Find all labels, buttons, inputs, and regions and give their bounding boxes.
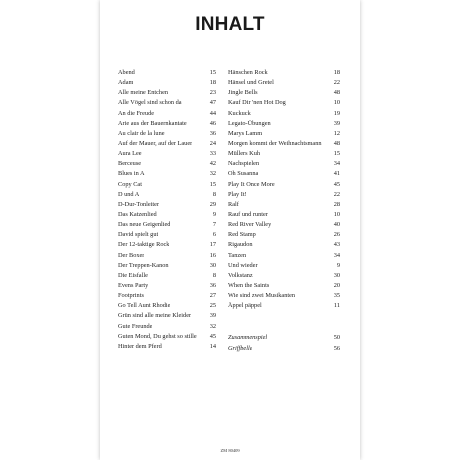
- toc-entry: [228, 251, 340, 261]
- toc-entry-title: Ralf: [228, 200, 239, 208]
- toc-entry-title: Das neue Geigenlied: [118, 221, 171, 229]
- toc-entry-title: Red Stamp: [228, 231, 256, 239]
- toc-entry-page: 39: [209, 312, 216, 320]
- toc-entry-title: Der Treppen-Kanon: [118, 261, 169, 269]
- toc-entry-page: 10: [333, 210, 340, 218]
- toc-entry-page: 9: [212, 210, 216, 218]
- toc-entry-page: 30: [333, 271, 340, 279]
- toc-entry: [118, 332, 216, 342]
- toc-entry-page: 36: [209, 281, 216, 289]
- toc-entry-title: D und A: [118, 190, 140, 198]
- document-page: [100, 0, 360, 460]
- toc-entry: [228, 139, 340, 149]
- toc-entry-page: 24: [209, 139, 216, 147]
- toc-entry-page: 29: [209, 200, 216, 208]
- toc-entry-title: Alle Vögel sind schon da: [118, 99, 182, 107]
- toc-entry: [118, 88, 216, 98]
- toc-entry-title: When the Saints: [228, 281, 270, 289]
- toc-column-left: [118, 68, 216, 352]
- toc-entry: [118, 240, 216, 250]
- toc-entry-title: Tanzen: [228, 251, 247, 259]
- toc-entry: [118, 251, 216, 261]
- toc-entry-title: Nachspielen: [228, 160, 260, 168]
- toc-entry-page: 15: [209, 69, 216, 76]
- toc-entry-page: 8: [212, 190, 216, 198]
- toc-entry: [118, 291, 216, 301]
- toc-entry-page: 50: [333, 334, 340, 342]
- toc-entry: [118, 109, 216, 119]
- toc-entry-title: An die Freude: [118, 109, 155, 117]
- toc-entry-title: Evens Party: [118, 281, 149, 289]
- toc-entry-title: Grün sind alle meine Kleider: [118, 312, 192, 320]
- toc-entry-title: Play It Once More: [228, 180, 275, 188]
- toc-entry-title: Hänsel und Gretel: [228, 79, 274, 87]
- toc-entry: [228, 291, 340, 301]
- toc-entry-page: 14: [209, 342, 216, 350]
- toc-entry-title: Kauf Dir 'nen Hot Dog: [228, 99, 286, 107]
- toc-entry: [228, 119, 340, 129]
- toc-entry-title: Abend: [118, 69, 135, 76]
- toc-entry-page: 23: [209, 89, 216, 97]
- toc-entry-page: 48: [333, 139, 340, 147]
- toc-entry-page: 8: [212, 271, 216, 279]
- toc-entry-title: Das Katzenlied: [118, 210, 157, 218]
- toc-entry: [228, 200, 340, 210]
- toc-entry-title: Wie sind zwei Musikanten: [228, 292, 296, 300]
- toc-entry: [118, 159, 216, 169]
- toc-entry-page: 28: [333, 200, 340, 208]
- toc-entry: [228, 301, 340, 311]
- toc-entry-page: 30: [209, 261, 216, 269]
- toc-entry-page: 40: [333, 221, 340, 229]
- toc-entry: [118, 210, 216, 220]
- toc-entry: [118, 169, 216, 179]
- toc-entry-page: 27: [209, 292, 216, 300]
- toc-entry-page: 56: [333, 344, 340, 352]
- toc-entry-page: 6: [212, 231, 216, 239]
- toc-entry-title: Aura Lee: [118, 150, 142, 158]
- toc-entry-title: Volkstanz: [228, 271, 253, 279]
- toc-entry-title: Der Boxer: [118, 251, 145, 259]
- toc-entry: [118, 281, 216, 291]
- toc-entry-title: Rigaudon: [228, 241, 253, 249]
- toc-entry-title: Go Tell Aunt Rhodie: [118, 302, 171, 310]
- toc-entry-page: 43: [333, 241, 340, 249]
- toc-entry-page: 41: [333, 170, 340, 178]
- toc-entry: [118, 311, 216, 321]
- toc-entry-title: Berceuse: [118, 160, 142, 168]
- toc-entry-title: Auf der Mauer, auf der Lauer: [118, 139, 193, 147]
- toc-entry-title: Jingle Bells: [228, 89, 258, 97]
- toc-entry-title: Gute Freunde: [118, 322, 153, 330]
- toc-entry-page: 9: [336, 261, 340, 269]
- toc-entry: [118, 342, 216, 352]
- toc-entry: [228, 169, 340, 179]
- toc-entry-page: 15: [209, 180, 216, 188]
- toc-entry: [118, 149, 216, 159]
- toc-entry-title: Play It!: [228, 190, 247, 198]
- toc-entry-title: Red River Valley: [228, 221, 272, 229]
- toc-entry-title: Au clair de la lune: [118, 129, 165, 137]
- toc-entry-title: Adam: [118, 79, 134, 87]
- toc-entry-page: 17: [209, 241, 216, 249]
- toc-entry-page: 20: [333, 281, 340, 289]
- toc-entry: [228, 98, 340, 108]
- toc-entry: [228, 78, 340, 88]
- toc-entry-page: 35: [333, 292, 340, 300]
- section-gap: [228, 311, 340, 333]
- toc-entry-title: Alle meine Entchen: [118, 89, 169, 97]
- page-title: INHALT: [195, 14, 265, 35]
- toc-entry-page: 48: [333, 89, 340, 97]
- toc-entry-page: 45: [209, 332, 216, 340]
- toc-entry-page: 10: [333, 99, 340, 107]
- toc-entry: [228, 281, 340, 291]
- toc-entry: [118, 230, 216, 240]
- toc-entry: [118, 119, 216, 129]
- toc-entry-page: 16: [209, 251, 216, 259]
- toc-entry: [228, 68, 340, 78]
- toc-entry-page: 34: [333, 160, 340, 168]
- toc-entry-title: Legato-Übungen: [228, 119, 271, 127]
- toc-entry-page: 47: [209, 99, 216, 107]
- toc-entry-page: 18: [209, 79, 216, 87]
- toc-entry: [228, 261, 340, 271]
- toc-entry: [228, 149, 340, 159]
- toc-entry: [118, 98, 216, 108]
- toc-entry: [228, 210, 340, 220]
- toc-entry: [118, 190, 216, 200]
- toc-entry-page: 39: [333, 119, 340, 127]
- toc-entry: [228, 180, 340, 190]
- toc-entry-page: 45: [333, 180, 340, 188]
- toc-entry-page: 15: [333, 150, 340, 158]
- toc-entry: [118, 261, 216, 271]
- toc-entry-page: 32: [209, 170, 216, 178]
- toc-entry: [118, 68, 216, 78]
- toc-entry: [228, 190, 340, 200]
- toc-entry-title: Kuckuck: [228, 109, 251, 117]
- toc-entry-title: Zusammenspiel: [228, 334, 268, 342]
- toc-entry-page: 18: [333, 69, 340, 76]
- toc-entry: [118, 322, 216, 332]
- toc-entry-page: 46: [209, 119, 216, 127]
- toc-entry: [228, 230, 340, 240]
- toc-entry: [118, 220, 216, 230]
- toc-entry-title: Footprints: [118, 292, 144, 300]
- toc-entry-title: Äppel päppel: [228, 302, 262, 310]
- toc-entry-page: 19: [333, 109, 340, 117]
- toc-entry-page: 7: [212, 221, 216, 229]
- footer-code: ZM 80409: [220, 448, 240, 453]
- toc-column-right: [228, 68, 340, 354]
- toc-entry-page: 34: [333, 251, 340, 259]
- toc-entry-page: 44: [209, 109, 216, 117]
- toc-entry-page: 22: [333, 79, 340, 87]
- toc-entry-title: Die Eisfalle: [118, 271, 148, 279]
- toc-entry-page: 22: [333, 190, 340, 198]
- toc-entry: [118, 200, 216, 210]
- toc-entry-title: Oh Susanna: [228, 170, 259, 178]
- toc-entry: [118, 129, 216, 139]
- toc-entry-page: 26: [333, 231, 340, 239]
- toc-entry-title: Müllers Kuh: [228, 150, 261, 158]
- toc-entry-title: Guten Mond, Du gehst so stille: [118, 332, 197, 340]
- toc-entry-title: Hinter dem Pferd: [118, 342, 162, 350]
- toc-entry: [118, 78, 216, 88]
- toc-entry-title: Und wieder: [228, 261, 258, 269]
- toc-entry-title: Griffbelle: [228, 344, 253, 352]
- toc-entry: [228, 344, 340, 354]
- toc-entry: [228, 220, 340, 230]
- toc-entry: [228, 129, 340, 139]
- toc-entry: [118, 271, 216, 281]
- toc-entry: [118, 180, 216, 190]
- toc-entry: [118, 139, 216, 149]
- toc-entry-title: Morgen kommt der Weihnachtsmann: [228, 139, 322, 147]
- toc-entry-title: Copy Cat: [118, 180, 142, 188]
- toc-entry-page: 12: [333, 129, 340, 137]
- toc-entry-page: 36: [209, 129, 216, 137]
- toc-entry-page: 25: [209, 302, 216, 310]
- toc-entry-title: D-Dur-Tonleiter: [118, 200, 160, 208]
- toc-entry-title: Arie aus der Bauernkantate: [118, 119, 187, 127]
- toc-entry: [228, 271, 340, 281]
- toc-entry: [228, 88, 340, 98]
- toc-entry-page: 42: [209, 160, 216, 168]
- toc-entry-page: 32: [209, 322, 216, 330]
- toc-entry-title: Blues in A: [118, 170, 145, 178]
- toc-entry-title: Rauf und runter: [228, 210, 268, 218]
- toc-entry: [118, 301, 216, 311]
- toc-entry-title: Der 12-taktige Rock: [118, 241, 170, 249]
- toc-entry-page: 11: [333, 302, 340, 310]
- toc-entry-title: Hänschen Rock: [228, 69, 268, 76]
- toc-entry-title: Marys Lamm: [228, 129, 263, 137]
- toc-entry-title: David spielt gut: [118, 231, 159, 239]
- toc-entry: [228, 159, 340, 169]
- toc-entry: [228, 109, 340, 119]
- toc-entry-page: 33: [209, 150, 216, 158]
- toc-entry: [228, 333, 340, 343]
- toc-entry: [228, 240, 340, 250]
